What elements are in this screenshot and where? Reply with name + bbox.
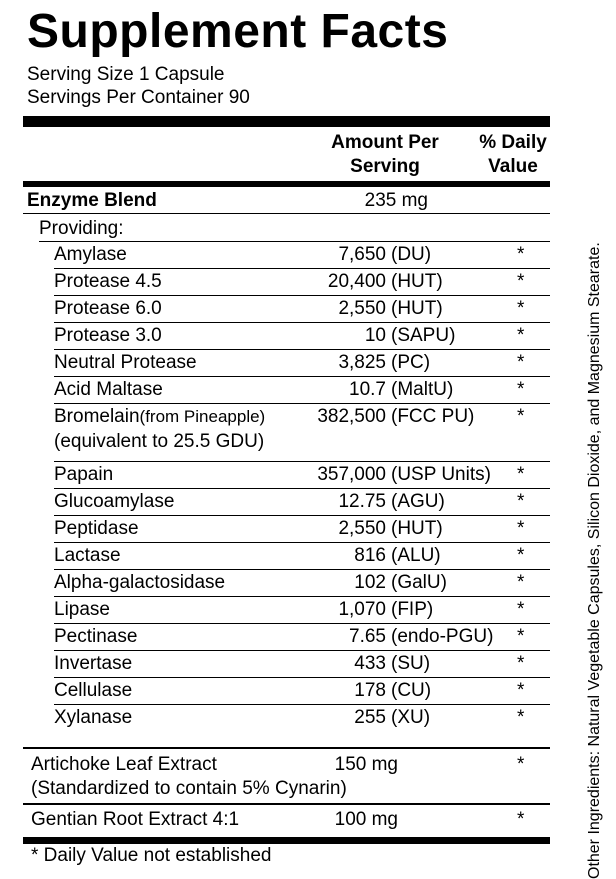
enzyme-unit: (SU): [391, 653, 431, 674]
divider: [54, 542, 550, 543]
enzyme-name: Acid Maltase: [54, 379, 163, 400]
divider: [39, 241, 550, 242]
enzyme-amount: 255: [354, 707, 386, 728]
enzyme-name: Lipase: [54, 599, 110, 620]
divider: [54, 322, 550, 323]
enzyme-amount: 2,550: [338, 298, 386, 319]
enzyme-unit: (SAPU): [391, 325, 456, 346]
providing-label: Providing:: [39, 218, 124, 239]
enzyme-amount: 433: [354, 653, 386, 674]
divider: [54, 349, 550, 350]
divider: [54, 515, 550, 516]
enzyme-unit: (DU): [391, 244, 432, 265]
enzyme-name: Xylanase: [54, 707, 133, 728]
enzyme-amount: 7.65: [349, 626, 386, 647]
divider-gentian-top: [23, 803, 550, 805]
enzyme-name: Invertase: [54, 653, 133, 674]
enzyme-dv: *: [517, 626, 525, 647]
enzyme-amount: 357,000: [317, 464, 386, 485]
enzyme-unit: (XU): [391, 707, 431, 728]
enzyme-name: Lactase: [54, 545, 121, 566]
enzyme-amount: 382,500: [317, 406, 386, 427]
enzyme-unit: (FIP): [391, 599, 434, 620]
enzyme-unit: (ALU): [391, 545, 441, 566]
other-ingredients: Other Ingredients: Natural Vegetable Capsules, Silicon Dioxide, and Magnesium Stearate.: [586, 242, 603, 879]
divider: [54, 596, 550, 597]
gentian-name: Gentian Root Extract 4:1: [31, 809, 240, 830]
enzyme-dv: *: [517, 491, 525, 512]
enzyme-dv: *: [517, 325, 525, 346]
artichoke-amount: 150 mg: [334, 754, 398, 775]
enzyme-dv: *: [517, 379, 525, 400]
thick-divider-top: [23, 116, 550, 127]
divider: [54, 403, 550, 404]
enzyme-unit: (HUT): [391, 298, 443, 319]
thick-divider-header: [23, 181, 550, 187]
enzyme-unit: (AGU): [391, 491, 445, 512]
enzyme-dv: *: [517, 352, 525, 373]
divider: [54, 488, 550, 489]
enzyme-dv: *: [517, 707, 525, 728]
enzyme-unit: (PC): [391, 352, 431, 373]
enzyme-amount: 3,825: [338, 352, 386, 373]
divider: [54, 704, 550, 705]
blend-amount: 235 mg: [364, 190, 428, 211]
divider: [54, 569, 550, 570]
divider: [54, 376, 550, 377]
enzyme-dv: *: [517, 244, 525, 265]
divider: [54, 677, 550, 678]
enzyme-amount: 10: [364, 325, 386, 346]
gentian-dv: *: [517, 809, 525, 830]
enzyme-unit: (endo-PGU): [391, 626, 494, 647]
enzyme-name: [54, 406, 265, 428]
enzyme-amount: 10.7: [349, 379, 386, 400]
enzyme-name: Protease 6.0: [54, 298, 162, 319]
divider: [54, 461, 550, 462]
enzyme-unit: (FCC PU): [391, 406, 475, 427]
header-amount-per-serving: Amount Per Serving: [331, 132, 439, 177]
enzyme-name-text: Bromelain: [54, 406, 140, 427]
enzyme-name: Papain: [54, 464, 114, 485]
serving-size: Serving Size 1 Capsule: [27, 64, 225, 85]
artichoke-standardization: (Standardized to contain 5% Cynarin): [31, 778, 347, 799]
enzyme-dv: *: [517, 572, 525, 593]
artichoke-dv: *: [517, 754, 525, 775]
enzyme-name: Protease 4.5: [54, 271, 162, 292]
enzyme-amount: 1,070: [338, 599, 386, 620]
enzyme-name: Protease 3.0: [54, 325, 162, 346]
enzyme-unit: (HUT): [391, 271, 443, 292]
enzyme-dv: *: [517, 545, 525, 566]
enzyme-amount: 20,400: [327, 271, 386, 292]
enzyme-unit: (CU): [391, 680, 432, 701]
divider: [54, 268, 550, 269]
gentian-amount: 100 mg: [334, 809, 398, 830]
enzyme-unit: (USP Units): [391, 464, 491, 485]
footnote: * Daily Value not established: [31, 845, 272, 866]
enzyme-name: Cellulase: [54, 680, 133, 701]
blend-name: Enzyme Blend: [27, 190, 157, 211]
enzyme-name: Neutral Protease: [54, 352, 197, 373]
artichoke-name: Artichoke Leaf Extract: [31, 754, 217, 775]
enzyme-equivalence: (equivalent to 25.5 GDU): [54, 431, 265, 452]
enzyme-amount: 816: [354, 545, 386, 566]
enzyme-dv: *: [517, 464, 525, 485]
enzyme-name: Pectinase: [54, 626, 138, 647]
enzyme-amount: 7,650: [338, 244, 386, 265]
enzyme-dv: *: [517, 406, 525, 427]
header-daily-value: % Daily Value: [479, 132, 547, 177]
enzyme-name: Glucoamylase: [54, 491, 175, 512]
enzyme-dv: *: [517, 680, 525, 701]
enzyme-unit: (HUT): [391, 518, 443, 539]
enzyme-amount: 102: [354, 572, 386, 593]
enzyme-dv: *: [517, 518, 525, 539]
divider: [54, 650, 550, 651]
divider: [23, 213, 550, 214]
enzyme-amount: 178: [354, 680, 386, 701]
enzyme-unit: (GalU): [391, 572, 447, 593]
enzyme-unit: (MaltU): [391, 379, 454, 400]
divider: [54, 623, 550, 624]
enzyme-dv: *: [517, 271, 525, 292]
enzyme-dv: *: [517, 653, 525, 674]
enzyme-name: Peptidase: [54, 518, 139, 539]
servings-per-container: Servings Per Container 90: [27, 87, 250, 108]
divider: [54, 295, 550, 296]
thick-divider-bottom: [23, 837, 550, 844]
enzyme-source-note: (from Pineapple): [139, 407, 266, 426]
enzyme-name: Amylase: [54, 244, 127, 265]
enzyme-dv: *: [517, 599, 525, 620]
divider-artichoke-top: [23, 747, 550, 749]
enzyme-amount: 12.75: [338, 491, 386, 512]
label-title: Supplement Facts: [27, 5, 449, 58]
enzyme-name: Alpha-galactosidase: [54, 572, 226, 593]
enzyme-dv: *: [517, 298, 525, 319]
enzyme-amount: 2,550: [338, 518, 386, 539]
